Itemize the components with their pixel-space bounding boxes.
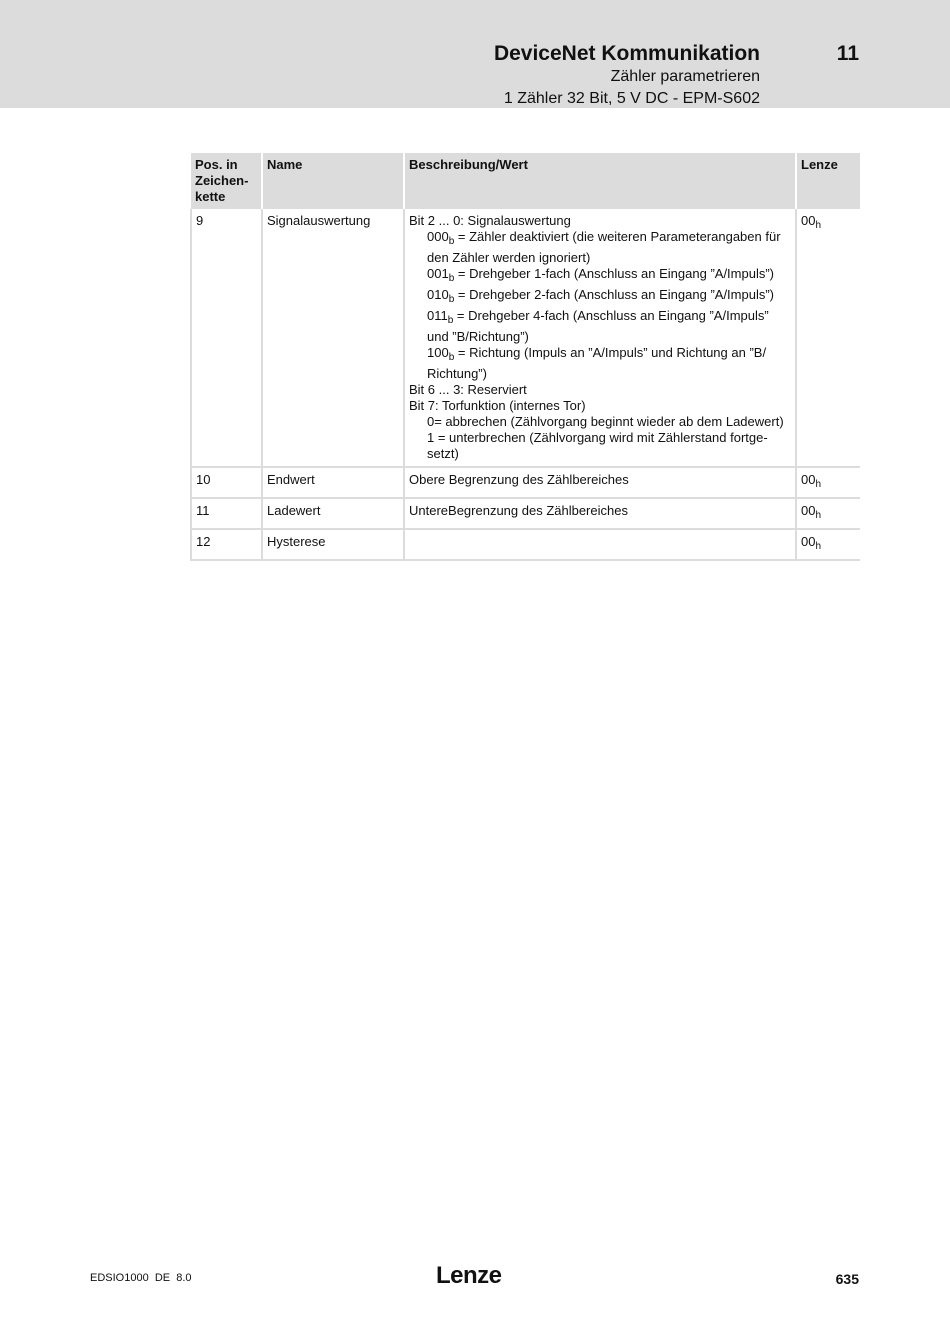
parameter-table [190,153,860,561]
desc-line: $011_b$ = Drehgeber 4-fach (Anschluss an Eingang ”A/Impuls” und ”B/Richtung”) [427,308,769,344]
table-row [191,529,860,560]
cell-lenze: $00_h$ [796,467,860,498]
header-band [0,0,950,108]
cell-pos: 11 [191,498,262,529]
chapter-number: 11 [836,42,859,65]
cell-pos: 10 [191,467,262,498]
header-name: Name [262,153,404,209]
cell-pos: 9 [191,209,262,467]
cell-description: UntereBegrenzung des Zählbereiches [404,498,796,529]
header-pos: Pos. in Zeichen-kette [191,153,262,209]
cell-lenze: $00_h$ [796,209,860,467]
header-description: Beschreibung/Wert [404,153,796,209]
desc-line: 0= abbrechen (Zählvorgang beginnt wieder ab dem Ladewert) [427,414,784,429]
cell-description: Obere Begrenzung des Zählbereiches [404,467,796,498]
chapter-title: DeviceNet Kommunikation [493,42,760,65]
cell-name: Signalauswertung [262,209,404,467]
cell-description [404,529,796,560]
desc-line: Bit 6 ... 3: Reserviert [409,382,527,397]
desc-line: $100_b$ = Richtung (Impuls an ”A/Impuls” und Richtung an ”B/ Richtung”) [427,345,767,381]
document-id: EDSIO1000 DE 8.0 [90,1272,192,1284]
table-row [191,467,860,498]
lenze-logo: Lenze [436,1262,502,1289]
section-subheading: 1 Zähler 32 Bit, 5 V DC - EPM-S602 [503,90,760,107]
table-row [191,209,860,467]
desc-line: 1 = unterbrechen (Zählvorgang wird mit Zählerstand fortge-setzt) [427,430,768,461]
cell-pos: 12 [191,529,262,560]
desc-line: Bit 7: Torfunktion (internes Tor) [409,398,586,413]
cell-description [404,209,796,467]
desc-line: $000_b$ = Zähler deaktiviert (die weiteren Parameterangaben für den Zähler werden ignoriert) [427,229,781,265]
desc-line: $010_b$ = Drehgeber 2-fach (Anschluss an Eingang ”A/Impuls”) [427,287,775,305]
cell-lenze: $00_h$ [796,529,860,560]
desc-line: $001_b$ = Drehgeber 1-fach (Anschluss an Eingang ”A/Impuls”) [427,266,775,284]
desc-line: Bit 2 ... 0: Signalauswertung [409,213,571,228]
table-row [191,498,860,529]
cell-name: Endwert [262,467,404,498]
section-subtitle: Zähler parametrieren [610,68,760,85]
page-number: 635 [835,1271,859,1287]
header-lenze: Lenze [796,153,860,209]
cell-name: Ladewert [262,498,404,529]
cell-name: Hysterese [262,529,404,560]
cell-lenze: $00_h$ [796,498,860,529]
table-header-row [191,153,860,209]
